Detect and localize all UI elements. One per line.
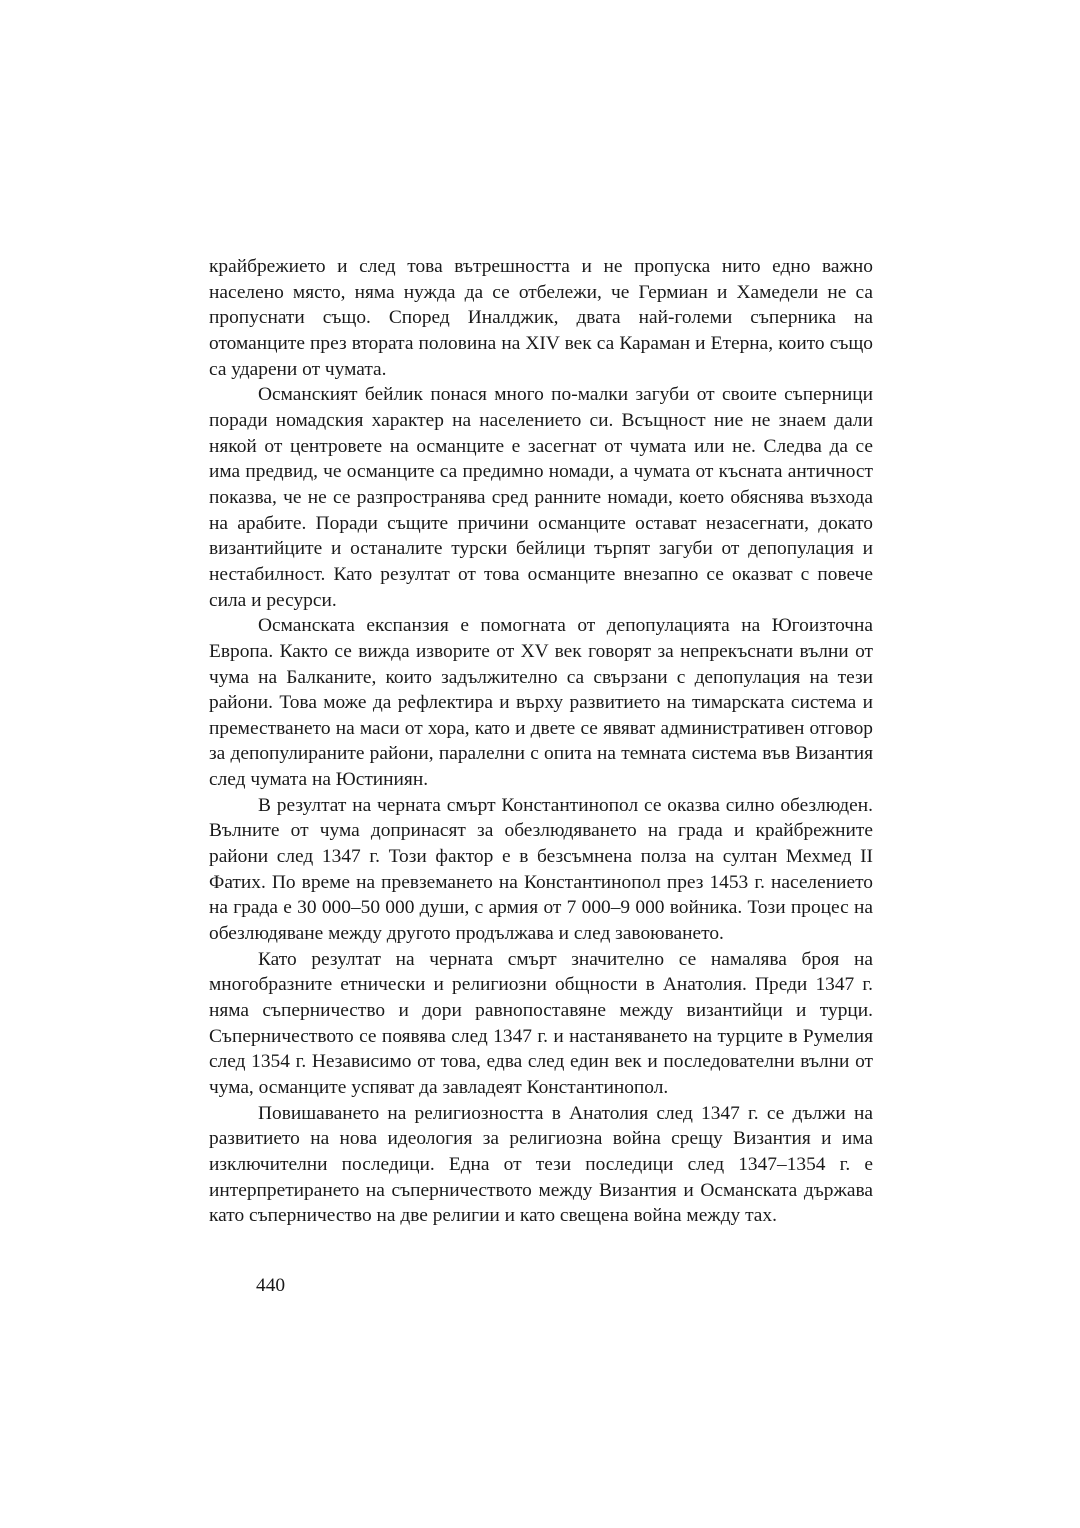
paragraph-constantinople: В резултат на черната смърт Константинопол се оказва силно обезлюден. Вълните от чума допринасят за обезлюдяването на града и крайбрежните райони след 1347 г. Този фактор е в безсъмнена полза на султан Мехмед II Фатих. По време на превземането на Константинопол през 1453 г. населението на града е 30 000–50 000 души, с армия от 7 000–9 000 войника. Този процес на обезлюдяване между другото продължава и след завоюването.: [209, 794, 873, 945]
paragraph-ottoman-expansion: Османската експанзия е помогната от депопулацията на Югоизточна Европа. Както се вижда изворите от XV век говорят за непрекъснати вълни от чума на Балканите, които задължително са свързани с депопулация на тези райони. Това може да рефлектира и върху развитието на тимарската система и преместването на маси от хора, като и двете се явяват административен отговор за депопулираните райони, паралелни с опита на темната система във Византия след чумата на Юстиниян.: [209, 615, 873, 791]
paragraph-religiosity: Повишаването на религиозността в Анатолия след 1347 г. се дължи на развитието на нова идеология за религиозна война срещу Византия и има изключителни последици. Една от тези последици след 1347–1354 г. е интерпретирането на съперничеството между Византия и Османската държава като съперничество на две религии и като свещена война между тах.: [209, 1102, 873, 1227]
page-number: 440: [256, 1275, 286, 1296]
paragraph-continuation: крайбрежието и след това вътрешността и не пропуска нито едно важно населено място, няма нужда да се отбележи, че Гермиан и Хамедели не са пропуснати също. Според Иналджик, двата най-големи съперника на отоманците през втората половина на XIV век са Караман и Етерна, които също са ударени от чумата.: [209, 256, 873, 380]
body-text: [209, 254, 873, 1229]
paragraph-anatolia-communities: Като резултат на черната смърт значително се намалява броя на многобразните етнически и религиозни общности в Анатолия. Преди 1347 г. няма съперничество и дори равнопоставяне между византийци и турци. Съперничеството се появява след 1347 г. и настаняването на турците в Румелия след 1354 г. Независимо от това, едва след един век и последователни вълни от чума, османците успяват да завладеят Константинопол.: [209, 948, 873, 1098]
paragraph-ottoman-beylik: Османският бейлик понася много по-малки загуби от своите съперници поради номадския характер на населението си. Всъщност ние не знаем дали някой от центровете на османците е засегнат от чумата или не. Следва да се има предвид, че османците са предимно номади, а чумата от късната античност показва, че не се разпространява сред ранните номади, което обяснява възхода на арабите. Поради същите причини османците остават незасегнати, докато византийците и останалите турски бейлици търпят загуби от депопулация и нестабилност. Като резултат от това османците внезапно се оказват с повече сила и ресурси.: [209, 384, 873, 611]
